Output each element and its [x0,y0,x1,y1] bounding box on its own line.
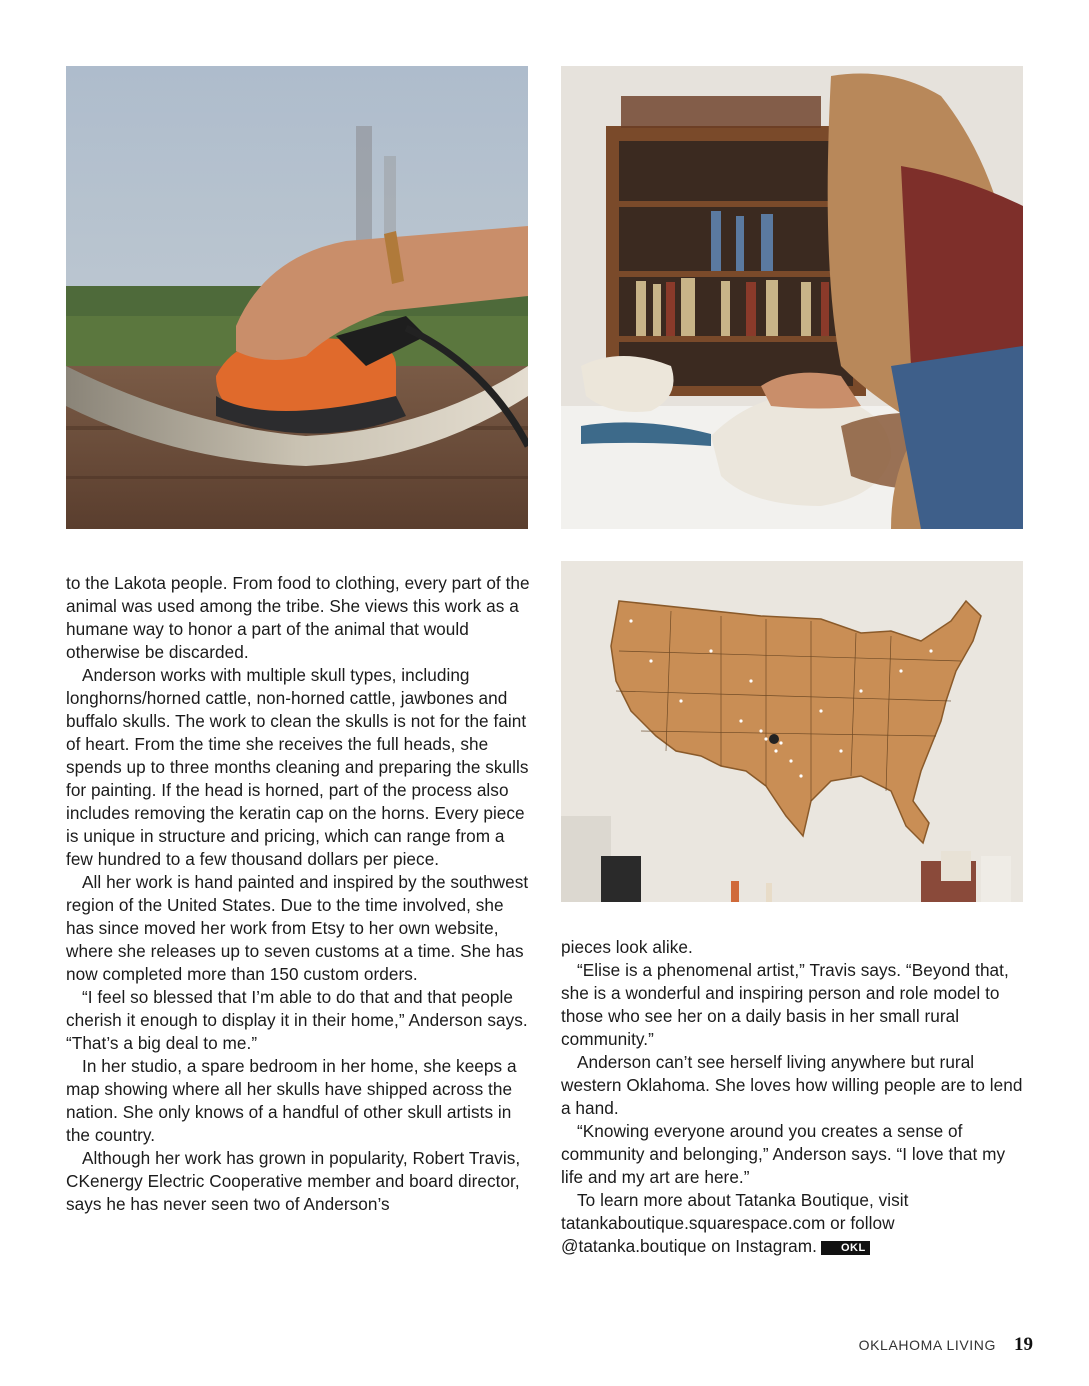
closing-paragraph-text: To learn more about Tatanka Boutique, visit tatankaboutique.squarespace.com or follow @tatanka.boutique on Instagram. [561,1190,909,1256]
paragraph: Although her work has grown in popularity, Robert Travis, CKenergy Electric Cooperative member and board director, says he has never seen two of Anderson’s [66,1148,521,1214]
okl-end-badge: OKL [821,1241,870,1255]
paragraph: pieces look alike. [561,937,693,957]
paragraph: All her work is hand painted and inspired by the southwest region of the United States. Due to the time involved, she has since moved her work from Etsy to her own website, where she releases up to seven customs at a time. She has now completed more than 150 custom orders. [66,872,529,984]
paragraph: to the Lakota people. From food to clothing, every part of the animal was used among the tribe. She views this work as a humane way to honor a part of the animal that would otherwise be discarded. [66,573,530,662]
photo-sander-on-horn [66,66,528,529]
paragraph: “I feel so blessed that I’m able to do that and that people cherish it enough to display it in their home,” Anderson says. “That’s a big deal to me.” [66,987,528,1053]
article-column-left [66,572,532,1216]
paragraph: Anderson works with multiple skull types, including longhorns/horned cattle, non-horned cattle, jawbones and buffalo skulls. The work to clean the skulls is not for the faint of heart. From the time she receives the full heads, she spends up to three months cleaning and preparing the skulls for painting. If the head is horned, part of the process also includes removing the keratin cap on the horns. Every piece is unique in structure and pricing, which can range from a few hundred to a few thousand dollars per piece. [66,665,529,869]
paragraph: “Knowing everyone around you creates a sense of community and belonging,” Anderson says. “I love that my life and my art are here.” [561,1121,1006,1187]
page-footer [859,1334,1033,1356]
photo-artist-painting-skull [561,66,1023,529]
magazine-name: OKLAHOMA LIVING [858,1337,996,1353]
paragraph: In her studio, a spare bedroom in her home, she keeps a map showing where all her skulls have shipped across the nation. She only knows of a handful of other skull artists in the country. [66,1056,517,1145]
paragraph: Anderson can’t see herself living anywhere but rural western Oklahoma. She loves how willing people are to lend a hand. [561,1052,1023,1118]
closing-paragraph [561,1189,1027,1258]
paragraph: “Elise is a phenomenal artist,” Travis says. “Beyond that, she is a wonderful and inspiring person and role model to those who see her on a daily basis in her small rural community.” [561,960,1009,1049]
page-number: 19 [1014,1334,1033,1355]
photo-cork-map [561,561,1023,902]
article-column-right [561,936,1027,1258]
